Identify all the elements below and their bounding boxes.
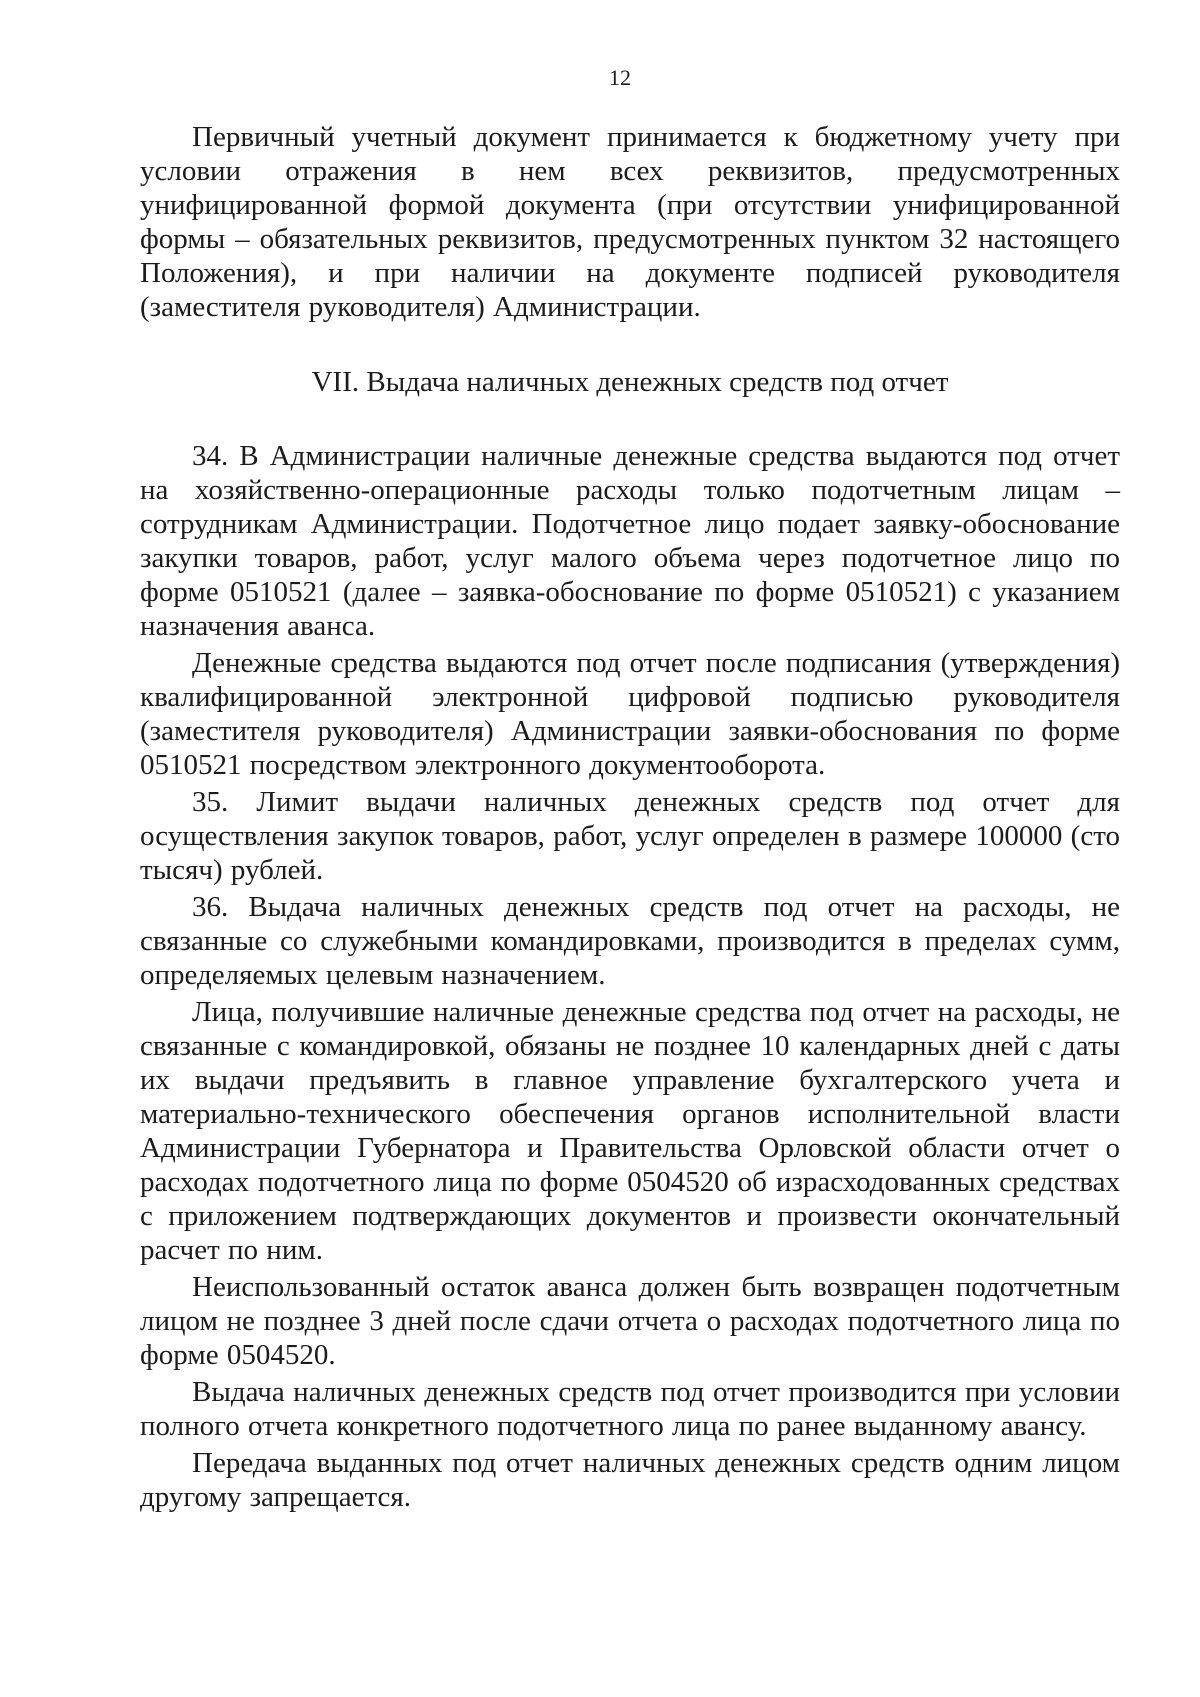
paragraph-intro: Первичный учетный документ принимается к бюджетному учету при условии отражения в нем всех реквизитов, предусмотренных унифицированной формой документа (при отсутствии унифицированной формы – обязательных реквизитов, предусмотренных пунктом 32 настоящего Положения), и при наличии на документе подписей руководителя (заместителя руководителя) Администрации. (140, 121, 1120, 323)
paragraph-36: 36. Выдача наличных денежных средств под отчет на расходы, не связанные со служебными командировками, производится в пределах сумм, определяемых целевым назначением. (140, 891, 1120, 991)
paragraph-34: 34. В Администрации наличные денежные средства выдаются под отчет на хозяйственно-операционные расходы только подотчетным лицам – сотрудникам Администрации. Подотчетное лицо подает заявку-обоснование закупки товаров, работ, услуг малого объема через подотчетное лицо по форме 0510521 (далее – заявка-обоснование по форме 0510521) с указанием назначения аванса. (140, 440, 1120, 642)
paragraph-36-report-deadline: Лица, получившие наличные денежные средства под отчет на расходы, не связанные с командировкой, обязаны не позднее 10 календарных дней с даты их выдачи предъявить в главное управление бухгалтерского учета и материально-технического обеспечения органов исполнительной власти Администрации Губернатора и Правительства Орловской области отчет о расходах подотчетного лица по форме 0504520 об израсходованных средствах с приложением подтверждающих документов и произвести окончательный расчет по ним. (140, 996, 1120, 1266)
paragraph-36-issue-condition: Выдача наличных денежных средств под отчет производится при условии полного отчета конкретного подотчетного лица по ранее выданному авансу. (140, 1376, 1120, 1442)
section-heading: VII. Выдача наличных денежных средств под отчет (311, 366, 949, 398)
page-number: 12 (609, 65, 631, 90)
document-body (140, 120, 1120, 1514)
paragraph-34-continuation: Денежные средства выдаются под отчет после подписания (утверждения) квалифицированной электронной цифровой подписью руководителя (заместителя руководителя) Администрации заявки-обоснования по форме 0510521 посредством электронного документооборота. (140, 647, 1120, 781)
paragraph-36-transfer-prohibited: Передача выданных под отчет наличных денежных средств одним лицом другому запрещается. (140, 1447, 1120, 1513)
paragraph-36-unused-advance: Неиспользованный остаток аванса должен быть возвращен подотчетным лицом не позднее 3 дней после сдачи отчета о расходах подотчетного лица по форме 0504520. (140, 1271, 1120, 1371)
paragraph-35: 35. Лимит выдачи наличных денежных средств под отчет для осуществления закупок товаров, работ, услуг определен в размере 100000 (сто тысяч) рублей. (140, 786, 1120, 886)
